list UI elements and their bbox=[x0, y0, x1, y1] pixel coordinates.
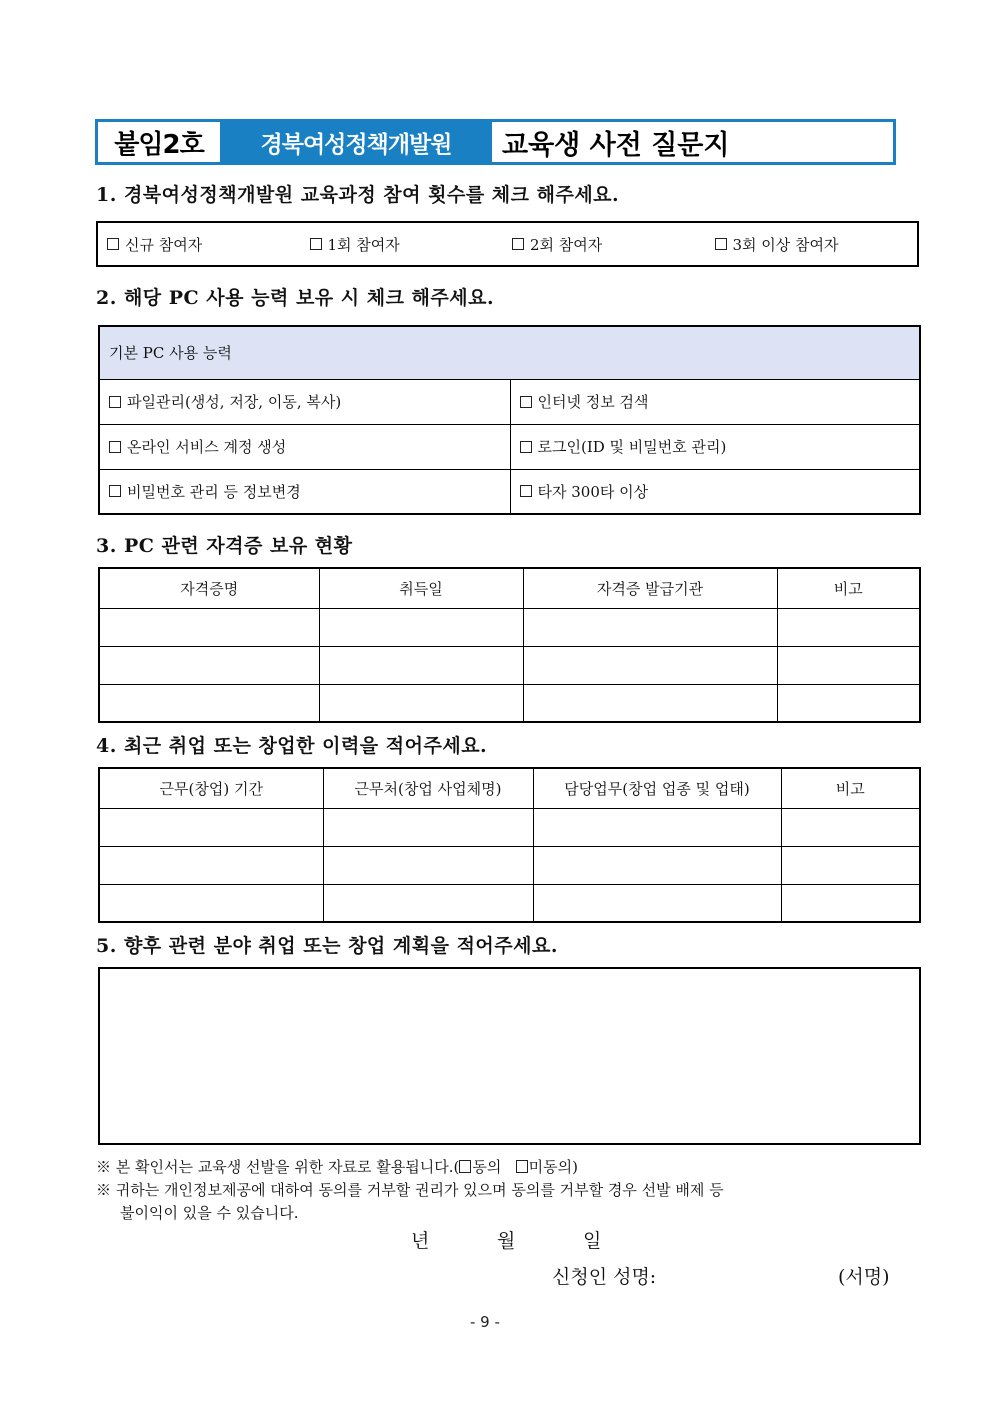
column-header: 자격증명 bbox=[99, 568, 319, 608]
skill-option[interactable] bbox=[520, 481, 920, 502]
q4-heading: 4. 최근 취업 또는 창업한 이력을 적어주세요. bbox=[96, 735, 488, 757]
input-cell[interactable] bbox=[323, 846, 533, 884]
q1-option-1[interactable] bbox=[310, 234, 513, 255]
option-label: 로그인(ID 및 비밀번호 관리) bbox=[537, 438, 727, 456]
checkbox-icon[interactable] bbox=[107, 238, 119, 250]
skill-option[interactable] bbox=[109, 391, 510, 412]
input-cell[interactable] bbox=[99, 608, 319, 646]
date-year-label: 년 bbox=[411, 1230, 430, 1252]
input-cell[interactable] bbox=[323, 808, 533, 846]
input-cell[interactable] bbox=[319, 684, 523, 722]
pc-skills-table bbox=[98, 325, 921, 515]
column-header: 근무처(창업 사업체명) bbox=[323, 768, 533, 808]
input-cell[interactable] bbox=[523, 646, 777, 684]
q2-heading: 2. 해당 PC 사용 능력 보유 시 체크 해주세요. bbox=[96, 287, 495, 309]
title-bar bbox=[95, 119, 896, 165]
input-cell[interactable] bbox=[781, 808, 920, 846]
input-cell[interactable] bbox=[323, 884, 533, 922]
option-label: 신규 참여자 bbox=[125, 235, 203, 254]
note-text: 귀하는 개인정보제공에 대하여 동의를 거부할 권리가 있으며 동의를 거부할 경우 선발 배제 등 bbox=[115, 1181, 724, 1199]
checkbox-icon[interactable] bbox=[520, 441, 532, 453]
option-label: 인터넷 정보 검색 bbox=[537, 393, 649, 411]
table-row bbox=[99, 684, 920, 722]
input-cell[interactable] bbox=[99, 884, 323, 922]
input-cell[interactable] bbox=[99, 684, 319, 722]
input-cell[interactable] bbox=[781, 846, 920, 884]
q3-heading: 3. PC 관련 자격증 보유 현황 bbox=[96, 535, 353, 557]
agree-checkbox-icon[interactable] bbox=[459, 1160, 471, 1173]
attachment-tag: 붙임2호 bbox=[98, 122, 220, 162]
input-cell[interactable] bbox=[99, 808, 323, 846]
input-cell[interactable] bbox=[319, 608, 523, 646]
q1-heading: 1. 경북여성정책개발원 교육과정 참여 횟수를 체크 해주세요. bbox=[96, 184, 620, 206]
q1-option-3plus[interactable] bbox=[715, 234, 918, 255]
date-month-label: 월 bbox=[497, 1230, 516, 1252]
checkbox-icon[interactable] bbox=[520, 396, 532, 408]
note-mark: ※ bbox=[96, 1181, 112, 1199]
skill-option[interactable] bbox=[520, 391, 920, 412]
input-cell[interactable] bbox=[99, 646, 319, 684]
note-mark: ※ bbox=[96, 1158, 112, 1176]
applicant-name-label: 신청인 성명: bbox=[552, 1266, 657, 1288]
input-cell[interactable] bbox=[777, 646, 920, 684]
checkbox-icon[interactable] bbox=[512, 238, 524, 250]
checkbox-icon[interactable] bbox=[715, 238, 727, 250]
employment-table bbox=[98, 767, 921, 923]
input-cell[interactable] bbox=[533, 846, 781, 884]
column-header: 취득일 bbox=[319, 568, 523, 608]
table-row bbox=[99, 608, 920, 646]
certificate-table bbox=[98, 567, 921, 723]
checkbox-icon[interactable] bbox=[109, 441, 121, 453]
document-title: 교육생 사전 질문지 bbox=[492, 122, 893, 162]
table-row bbox=[99, 884, 920, 922]
input-cell[interactable] bbox=[533, 884, 781, 922]
pc-skills-header: 기본 PC 사용 능력 bbox=[99, 326, 920, 379]
checkbox-icon[interactable] bbox=[310, 238, 322, 250]
q1-option-2[interactable] bbox=[512, 234, 715, 255]
skill-option[interactable] bbox=[109, 436, 510, 457]
option-label: 3회 이상 참여자 bbox=[732, 235, 839, 254]
column-header: 담당업무(창업 업종 및 업태) bbox=[533, 768, 781, 808]
privacy-note-cont: 불이익이 있을 수 있습니다. bbox=[120, 1204, 299, 1222]
input-cell[interactable] bbox=[523, 608, 777, 646]
option-label: 비밀번호 관리 등 정보변경 bbox=[127, 482, 301, 501]
input-cell[interactable] bbox=[777, 608, 920, 646]
option-label: 파일관리(생성, 저장, 이동, 복사) bbox=[127, 393, 342, 411]
input-cell[interactable] bbox=[533, 808, 781, 846]
column-header: 자격증 발급기관 bbox=[523, 568, 777, 608]
option-label: 1회 참여자 bbox=[327, 235, 400, 254]
option-label: 타자 300타 이상 bbox=[537, 482, 649, 501]
input-cell[interactable] bbox=[777, 684, 920, 722]
option-label: 온라인 서비스 계정 생성 bbox=[127, 438, 287, 456]
organization-name: 경북여성정책개발원 bbox=[220, 122, 492, 162]
skill-option[interactable] bbox=[520, 436, 920, 457]
table-row bbox=[99, 808, 920, 846]
column-header: 비고 bbox=[777, 568, 920, 608]
skill-option[interactable] bbox=[109, 481, 510, 502]
signature-label: (서명) bbox=[838, 1266, 890, 1288]
checkbox-icon[interactable] bbox=[109, 485, 121, 497]
consent-note bbox=[96, 1156, 724, 1179]
page-number: - 9 - bbox=[470, 1313, 500, 1331]
input-cell[interactable] bbox=[99, 846, 323, 884]
disagree-label: 미동의 bbox=[528, 1158, 573, 1176]
privacy-note bbox=[96, 1179, 724, 1202]
q1-options bbox=[96, 221, 919, 267]
column-header: 근무(창업) 기간 bbox=[99, 768, 323, 808]
q1-option-new[interactable] bbox=[107, 234, 310, 255]
date-day-label: 일 bbox=[583, 1230, 602, 1252]
table-row bbox=[99, 846, 920, 884]
q5-heading: 5. 향후 관련 분야 취업 또는 창업 계획을 적어주세요. bbox=[96, 935, 558, 957]
table-row bbox=[99, 646, 920, 684]
option-label: 2회 참여자 bbox=[530, 235, 603, 254]
future-plan-textarea[interactable] bbox=[98, 967, 921, 1145]
checkbox-icon[interactable] bbox=[520, 485, 532, 497]
agree-label: 동의 bbox=[472, 1158, 502, 1176]
note-text: 본 확인서는 교육생 선발을 위한 자료로 활용됩니다.( bbox=[115, 1158, 460, 1176]
column-header: 비고 bbox=[781, 768, 920, 808]
disagree-checkbox-icon[interactable] bbox=[516, 1160, 528, 1173]
input-cell[interactable] bbox=[781, 884, 920, 922]
input-cell[interactable] bbox=[523, 684, 777, 722]
note-text: ) bbox=[572, 1158, 578, 1176]
notes bbox=[96, 1156, 724, 1225]
input-cell[interactable] bbox=[319, 646, 523, 684]
checkbox-icon[interactable] bbox=[109, 396, 121, 408]
